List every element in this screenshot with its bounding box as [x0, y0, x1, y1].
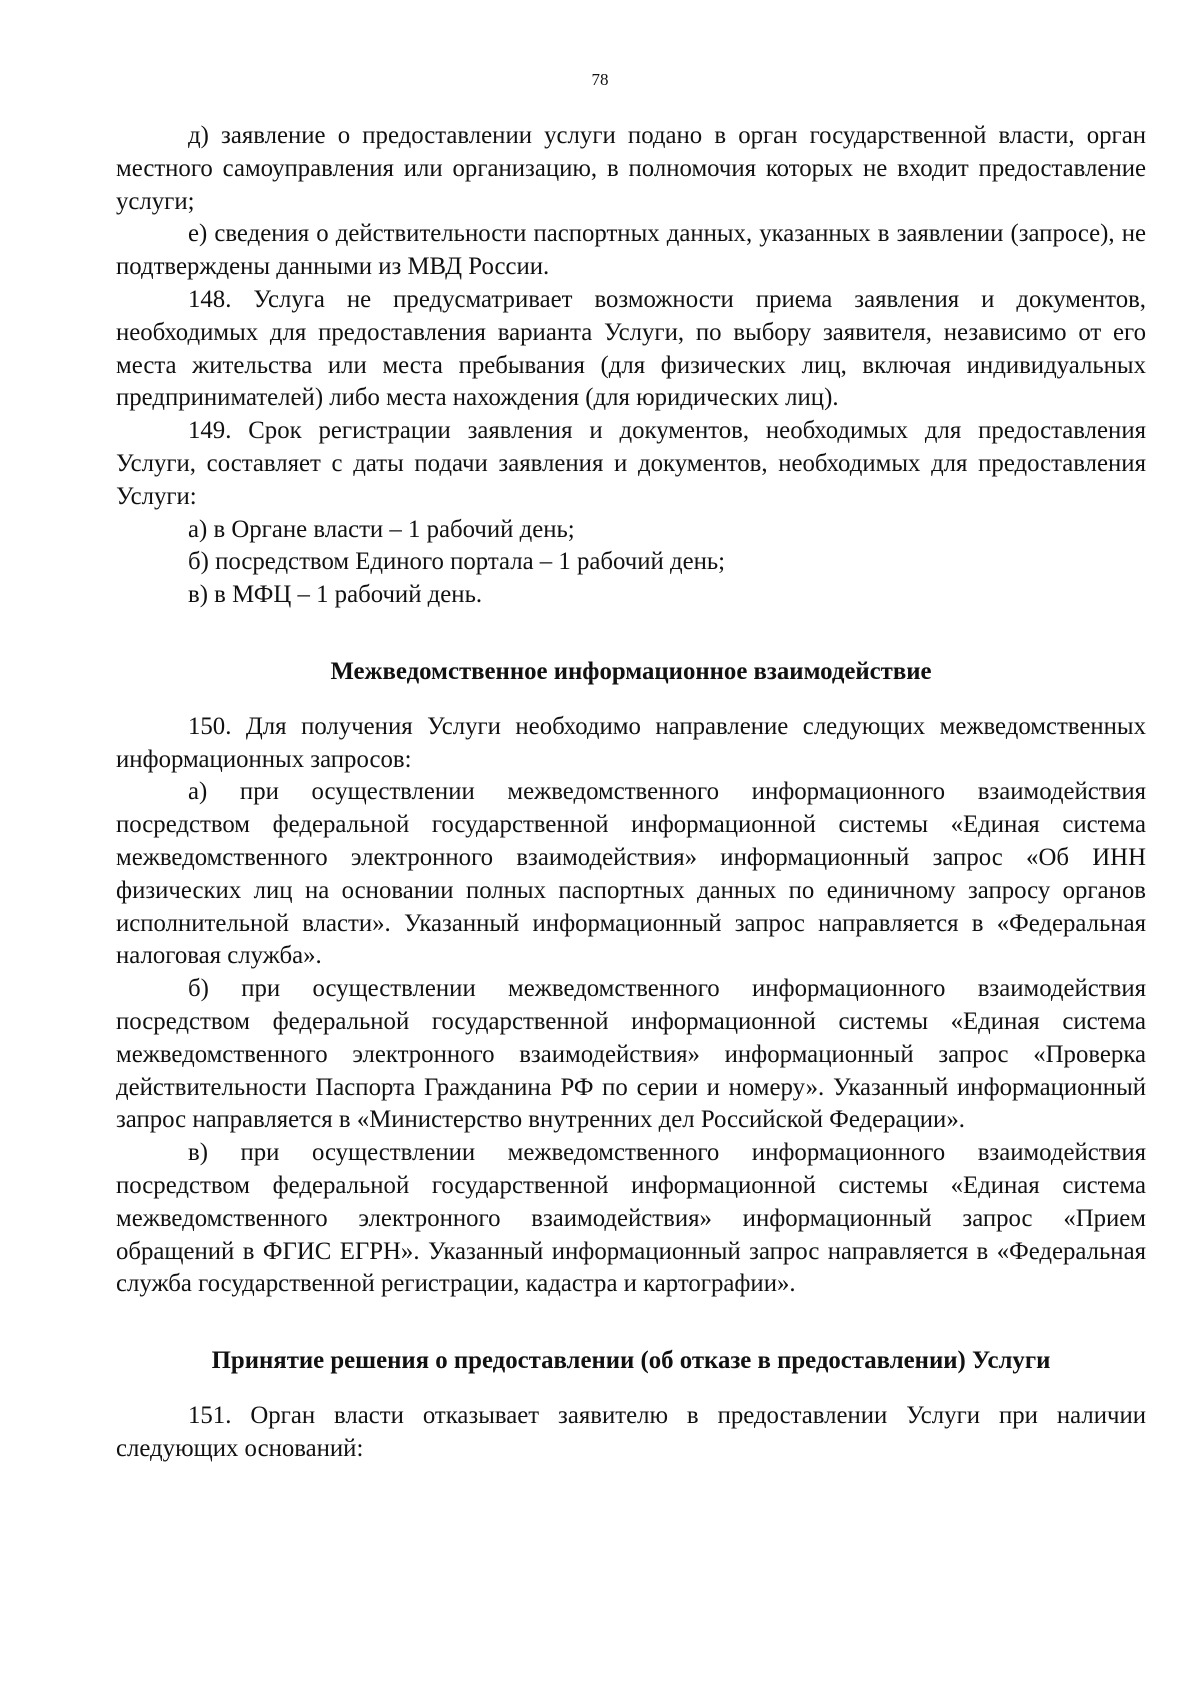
list-item: а) в Органе власти – 1 рабочий день; [188, 515, 575, 543]
page-number: 78 [591, 70, 609, 89]
section-heading-interagency: Межведомственное информационное взаимодействие [330, 657, 932, 685]
paragraph-151: 151. Орган власти отказывает заявителю в предоставлении Услуги при наличии следующих оснований: [116, 1401, 1146, 1462]
list-item: б) посредством Единого портала – 1 рабочий день; [188, 548, 726, 576]
paragraph-149: 149. Срок регистрации заявления и документов, необходимых для предоставления Услуги, составляет с даты подачи заявления и документов, необходимых для предоставления Услуги: [116, 417, 1146, 510]
list-item: в) в МФЦ – 1 рабочий день. [188, 581, 483, 609]
paragraph-item-d: д) заявление о предоставлении услуги подано в орган государственной власти, орган местного самоуправления или организацию, в полномочия которых не входит предоставление услуги; [116, 122, 1146, 215]
section-heading-decision: Принятие решения о предоставлении (об отказе в предоставлении) Услуги [211, 1347, 1051, 1375]
document-body [116, 120, 1146, 1465]
paragraph-item-e: е) сведения о действительности паспортных данных, указанных в заявлении (запросе), не подтверждены данными из МВД России. [116, 220, 1146, 281]
paragraph-150-b: б) при осуществлении межведомственного информационного взаимодействия посредством федеральной государственной информационной системы «Единая система межведомственного электронного взаимодействия» информационный запрос «Проверка действительности Паспорта Гражданина РФ по серии и номеру». Указанный информационный запрос направляется в «Министерство внутренних дел Российской Федерации». [116, 975, 1146, 1134]
paragraph-150-a: а) при осуществлении межведомственного информационного взаимодействия посредством федеральной государственной информационной системы «Единая система межведомственного электронного взаимодействия» информационный запрос «Об ИНН физических лиц на основании полных паспортных данных по единичному запросу органов исполнительной власти». Указанный информационный запрос направляется в «Федеральная налоговая служба». [116, 778, 1146, 970]
paragraph-148: 148. Услуга не предусматривает возможности приема заявления и документов, необходимых для предоставления варианта Услуги, по выбору заявителя, независимо от его места жительства или места пребывания (для физических лиц, включая индивидуальных предпринимателей) либо места нахождения (для юридических лиц). [116, 285, 1146, 412]
paragraph-150-v: в) при осуществлении межведомственного информационного взаимодействия посредством федеральной государственной информационной системы «Единая система межведомственного электронного взаимодействия» информационный запрос «Прием обращений в ФГИС ЕГРН». Указанный информационный запрос направляется в «Федеральная служба государственной регистрации, кадастра и картографии». [116, 1139, 1146, 1298]
paragraph-150: 150. Для получения Услуги необходимо направление следующих межведомственных информационных запросов: [116, 712, 1146, 773]
